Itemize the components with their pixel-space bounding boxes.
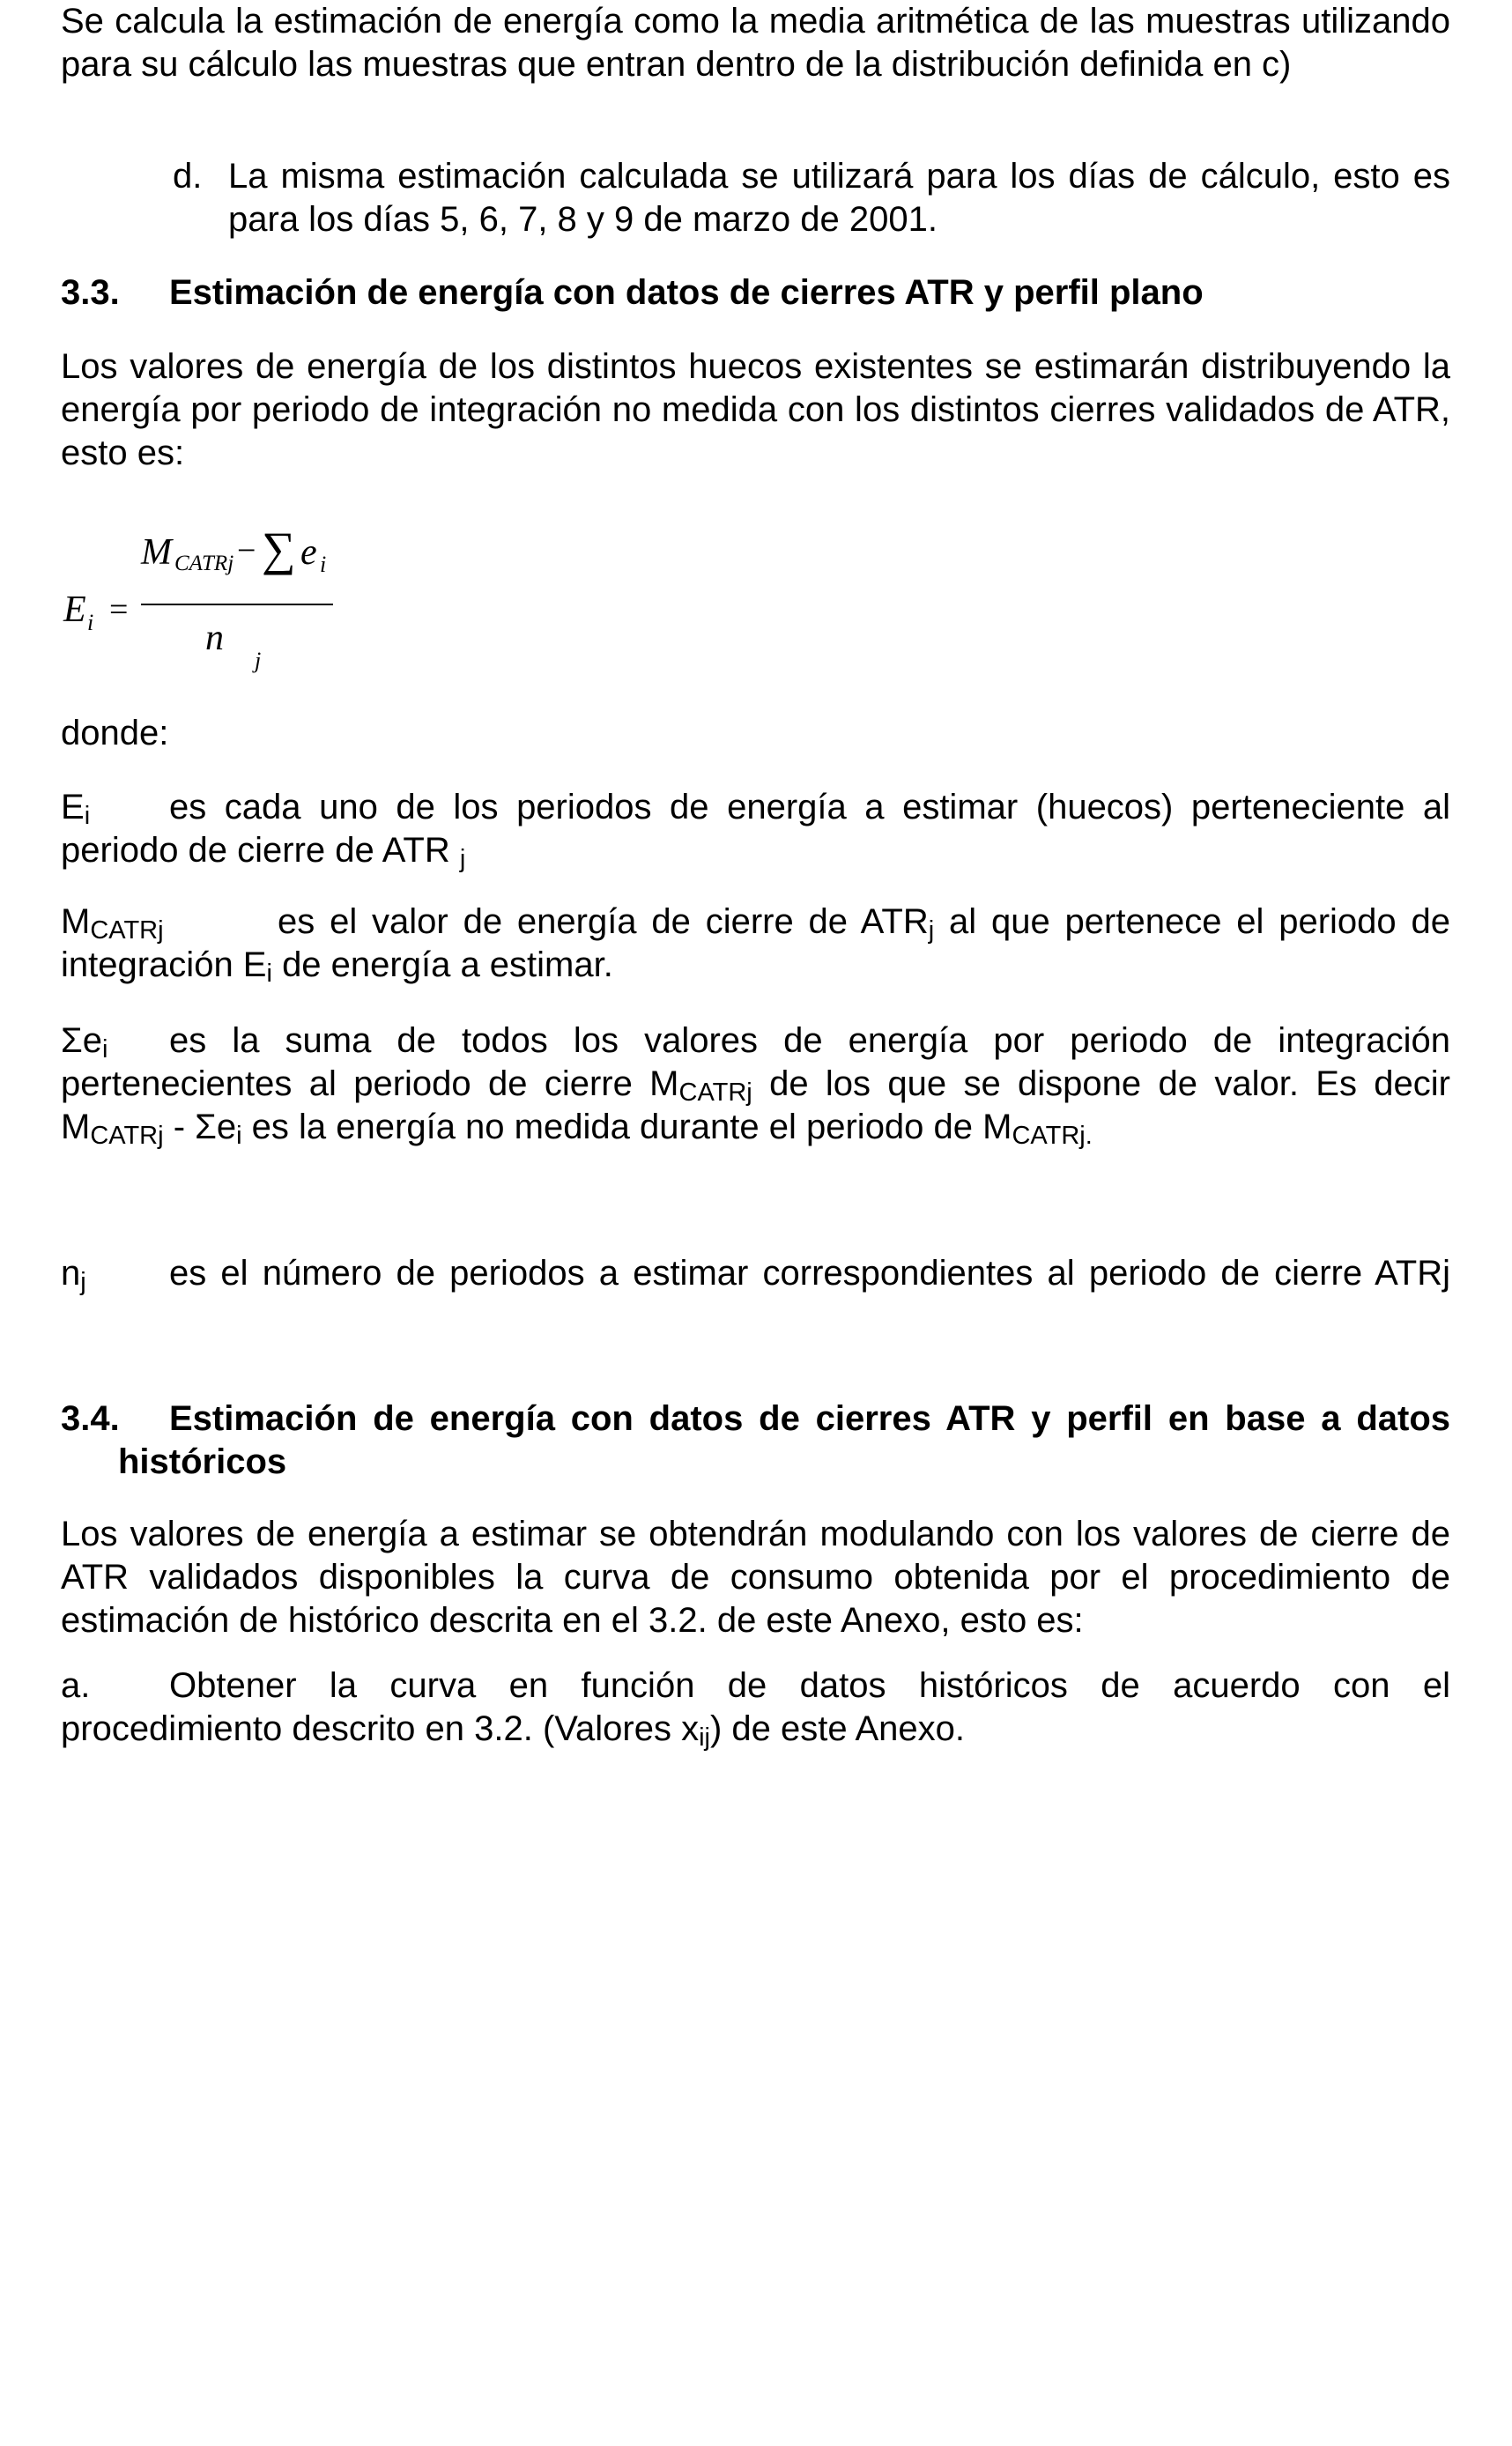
formula-minus: − [237, 532, 256, 569]
def-sum-line-1: es la suma de todos los valores de energía por periodo de integración [169, 1021, 1450, 1060]
formula-sigma: ∑ [262, 523, 296, 575]
energy-formula [61, 520, 360, 678]
def-sum-line-3: $M_{CATRj} - \Sigma e_i$ es la energía no medida durante el periodo de $M_{CATRj.}$ [61, 1108, 1093, 1150]
def-ei-line-1: es cada uno de los periodos de energía a estimar (huecos) perteneciente al [169, 788, 1450, 826]
section-3-4-title-line-2: históricos [118, 1442, 287, 1481]
formula-den-sub: j [255, 648, 262, 673]
def-ei-line-2: periodo de cierre de ATR $_j$ [61, 831, 466, 873]
section-3-4-paragraph: Los valores de energía a estimar se obtendrán modulando con los valores de cierre de ATR validados disponibles la curva de consumo obtenida por el procedimiento de estimación de histórico descrita en el 3.2. de este Anexo, esto es: [61, 1515, 1450, 1640]
section-3-3-number: 3.3. [61, 273, 120, 312]
item-a-line-1: Obtener la curva en función de datos históricos de acuerdo con el [169, 1666, 1450, 1705]
section-3-4-title-line-1: Estimación de energía con datos de cierres ATR y perfil en base a datos [169, 1399, 1450, 1438]
item-a-line-2: procedimiento descrito en 3.2. (Valores $x_{ij}$) de este Anexo. [61, 1709, 966, 1752]
formula-sum-term: e [300, 532, 317, 573]
formula-equals: = [109, 591, 129, 628]
section-3-4-number: 3.4. [61, 1399, 120, 1438]
def-m-symbol: $M_{CATRj}$ [61, 902, 164, 945]
item-d-marker: d. [173, 157, 203, 196]
def-n-text: es el número de periodos a estimar correspondientes al periodo de cierre ATRj [169, 1254, 1450, 1293]
def-n-symbol: $n_j$ [61, 1254, 86, 1296]
item-d-text: La misma estimación calculada se utilizará para los días de cálculo, esto es para los días 5, 6, 7, 8 y 9 de marzo de 2001. [228, 157, 1450, 239]
formula-fraction-bar [141, 604, 333, 605]
donde-label: donde: [61, 714, 169, 752]
def-sum-symbol: $\Sigma e_i$ [61, 1021, 108, 1064]
formula-num-main: M [141, 532, 172, 573]
formula-num-sub: CATRj [174, 552, 234, 575]
formula-den-main: n [205, 618, 224, 658]
section-3-3-title: Estimación de energía con datos de cierres ATR y perfil plano [169, 273, 1204, 312]
def-ei-symbol: $E_i$ [61, 788, 91, 830]
intro-paragraph: Se calcula la estimación de energía como la media aritmética de las muestras utilizando para su cálculo las muestras que entran dentro de la distribución definida en c) [61, 2, 1450, 84]
item-a-marker: a. [61, 1666, 91, 1705]
formula-sum-sub: i [320, 552, 327, 577]
def-m-line-2: integración $E_i$ de energía a estimar. [61, 945, 613, 988]
section-3-3-paragraph: Los valores de energía de los distintos huecos existentes se estimarán distribuyendo la energía por periodo de integración no medida con los distintos cierres validados de ATR, esto es: [61, 347, 1450, 472]
def-sum-line-2: pertenecientes al periodo de cierre $M_{CATRj}$ de los que se dispone de valor. Es decir [61, 1064, 1450, 1107]
formula-lhs-sub: i [87, 610, 94, 635]
def-m-line-1: es el valor de energía de cierre de $ATR_j$ al que pertenece el periodo de [278, 902, 1450, 945]
formula-lhs: E [63, 589, 86, 630]
